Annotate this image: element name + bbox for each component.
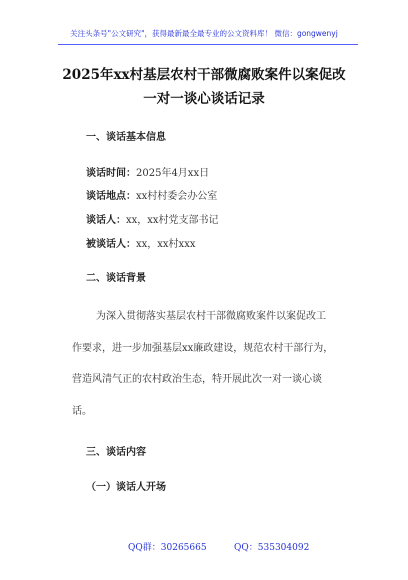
talker-value: xx，xx村党支部书记 — [126, 215, 219, 226]
document-title-line-1: 2025年xx村基层农村干部微腐败案件以案促改 — [62, 67, 346, 83]
header-divider — [58, 44, 358, 45]
info-line-talker — [86, 211, 219, 226]
section-heading-basic-info: 一、谈话基本信息 — [86, 132, 166, 143]
qq-label: QQ： — [234, 543, 258, 553]
talkee-value: xx，xx村xxx — [136, 239, 196, 250]
sub-heading-opening: （一）谈话人开场 — [86, 482, 166, 493]
time-value: 2025年4月xx日 — [136, 168, 210, 179]
background-line-1: 为深入贯彻落实基层农村干部微腐败案件以案促改工 — [96, 311, 326, 322]
talkee-label: 被谈话人： — [86, 239, 136, 250]
section-heading-content: 三、谈话内容 — [86, 447, 146, 458]
header-notice: 关注头条号"公文研究"，获得最新最全最专业的公文资料库！ 微信：gongwenyj — [70, 29, 338, 38]
place-label: 谈话地点： — [86, 191, 136, 202]
qq-value: 535304092 — [257, 543, 310, 553]
talker-label: 谈话人： — [86, 215, 126, 226]
background-line-4: 话。 — [72, 406, 92, 417]
footer-qq-group — [128, 540, 207, 553]
document-title-line-2: 一对一谈心谈话记录 — [143, 91, 265, 107]
info-line-talkee — [86, 235, 195, 250]
info-line-time — [86, 164, 209, 179]
background-line-2: 作要求，进一步加强基层xx廉政建设，规范农村干部行为， — [72, 343, 334, 354]
info-line-place — [86, 187, 217, 202]
place-value: xx村村委会办公室 — [136, 191, 218, 202]
qq-group-label: QQ群： — [128, 543, 161, 553]
qq-group-value: 30265665 — [160, 543, 207, 553]
footer-qq — [234, 540, 309, 553]
background-line-3: 营造风清气正的农村政治生态，特开展此次一对一谈心谈 — [72, 374, 322, 385]
time-label: 谈话时间： — [86, 168, 136, 179]
section-heading-background: 二、谈话背景 — [86, 273, 146, 284]
